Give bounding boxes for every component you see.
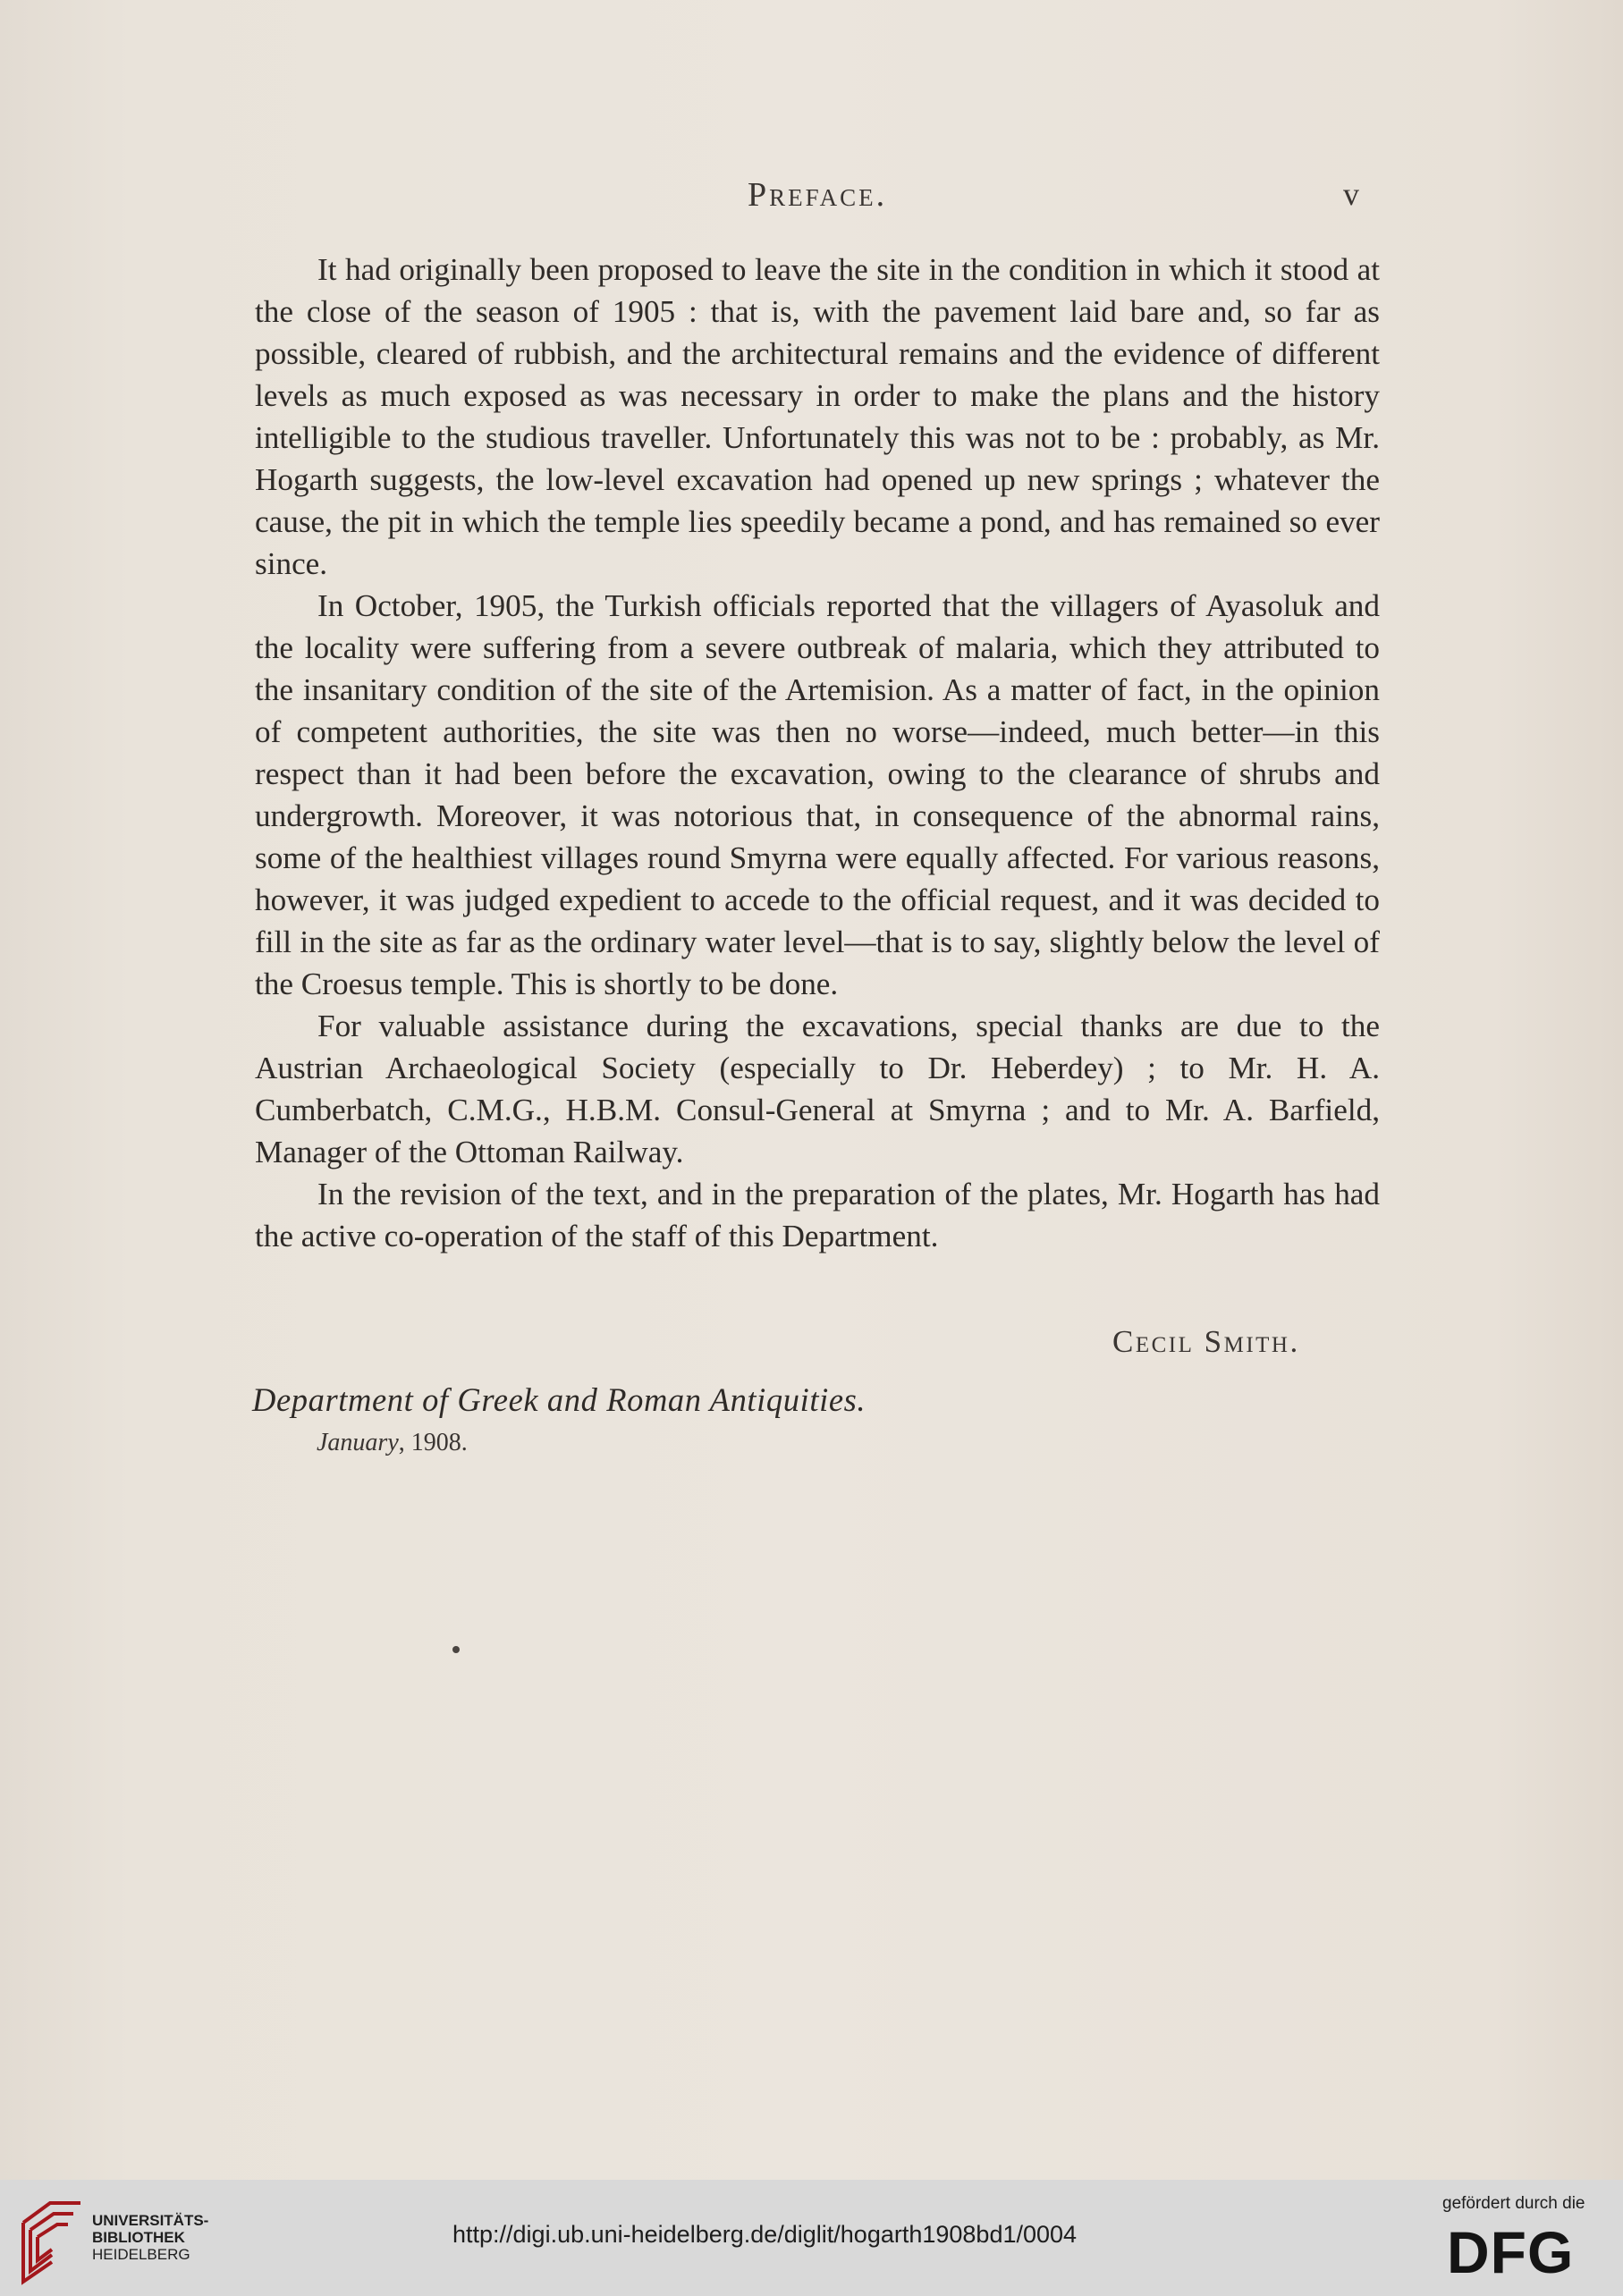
dfg-logo-icon: DFG — [1447, 2219, 1575, 2285]
date-line — [317, 1429, 468, 1457]
library-name — [92, 2212, 208, 2263]
date-year: , 1908. — [398, 1429, 468, 1456]
permalink-url[interactable]: http://digi.ub.uni-heidelberg.de/diglit/hogarth1908bd1/0004 — [452, 2221, 1078, 2248]
running-head — [0, 175, 1623, 229]
department-line: Department of Greek and Roman Antiquities. — [252, 1381, 866, 1418]
digitization-footer — [0, 2180, 1623, 2296]
paragraph-malaria-report: In October, 1905, the Turkish officials reported that the villagers of Ayasoluk and the locality were suffering from a severe outbreak of malaria, which they attributed to the insanitary condition of the site of the Artemision. As a matter of fact, in the opinion of competent authorities, the site was then no worse—indeed, much better—in this respect than it had been before the excavation, owing to the clearance of shrubs and undergrowth. Moreover, it was notorious that, in consequence of the abnormal rains, some of the healthiest villages round Smyrna were equally affected. For various reasons, however, it was judged expedient to accede to the official request, and it was decided to fill in the site as far as the ordinary water level—that is to say, slightly below the level of the Croesus temple. This is shortly to be done. — [255, 588, 1380, 1001]
preface-body — [255, 249, 1380, 1257]
ink-speck — [452, 1646, 460, 1653]
page-number: v — [1343, 176, 1361, 212]
paragraph-acknowledgements: For valuable assistance during the excavations, special thanks are due to the Austrian Archaeological Society (especially to Dr. Heberdey) ; to Mr. H. A. Cumberbatch, C.M.G., H.B.M. Consul-General at Smyrna ; and to Mr. A. Barfield, Manager of the Ottoman Railway. — [255, 1009, 1380, 1169]
library-name-line2: BIBLIOTHEK — [92, 2229, 185, 2246]
signature: Cecil Smith. — [1112, 1324, 1300, 1359]
funding-caption: gefördert durch die — [1442, 2194, 1585, 2213]
paragraph-revision: In the revision of the text, and in the preparation of the plates, Mr. Hogarth has had the active co-operation of the staff of this Department. — [255, 1177, 1380, 1254]
paragraph-site-condition: It had originally been proposed to leave the site in the condition in which it stood at the close of the season of 1905 : that is, with the pavement laid bare and, so far as possible, cleared of rubbish, and the architectural remains and the evidence of different levels as much exposed as was necessary in order to make the plans and the history intelligible to the studious traveller. Unfortunately this was not to be : probably, as Mr. Hogarth suggests, the low-level excavation had opened up new springs ; whatever the cause, the pit in which the temple lies speedily became a pond, and has remained so ever since. — [255, 252, 1380, 581]
university-library-logo-icon — [18, 2196, 86, 2285]
running-title: Preface. — [748, 176, 888, 214]
date-month: January — [317, 1429, 399, 1456]
library-name-line1: UNIVERSITÄTS- — [92, 2212, 209, 2229]
library-name-line3: HEIDELBERG — [92, 2246, 190, 2263]
